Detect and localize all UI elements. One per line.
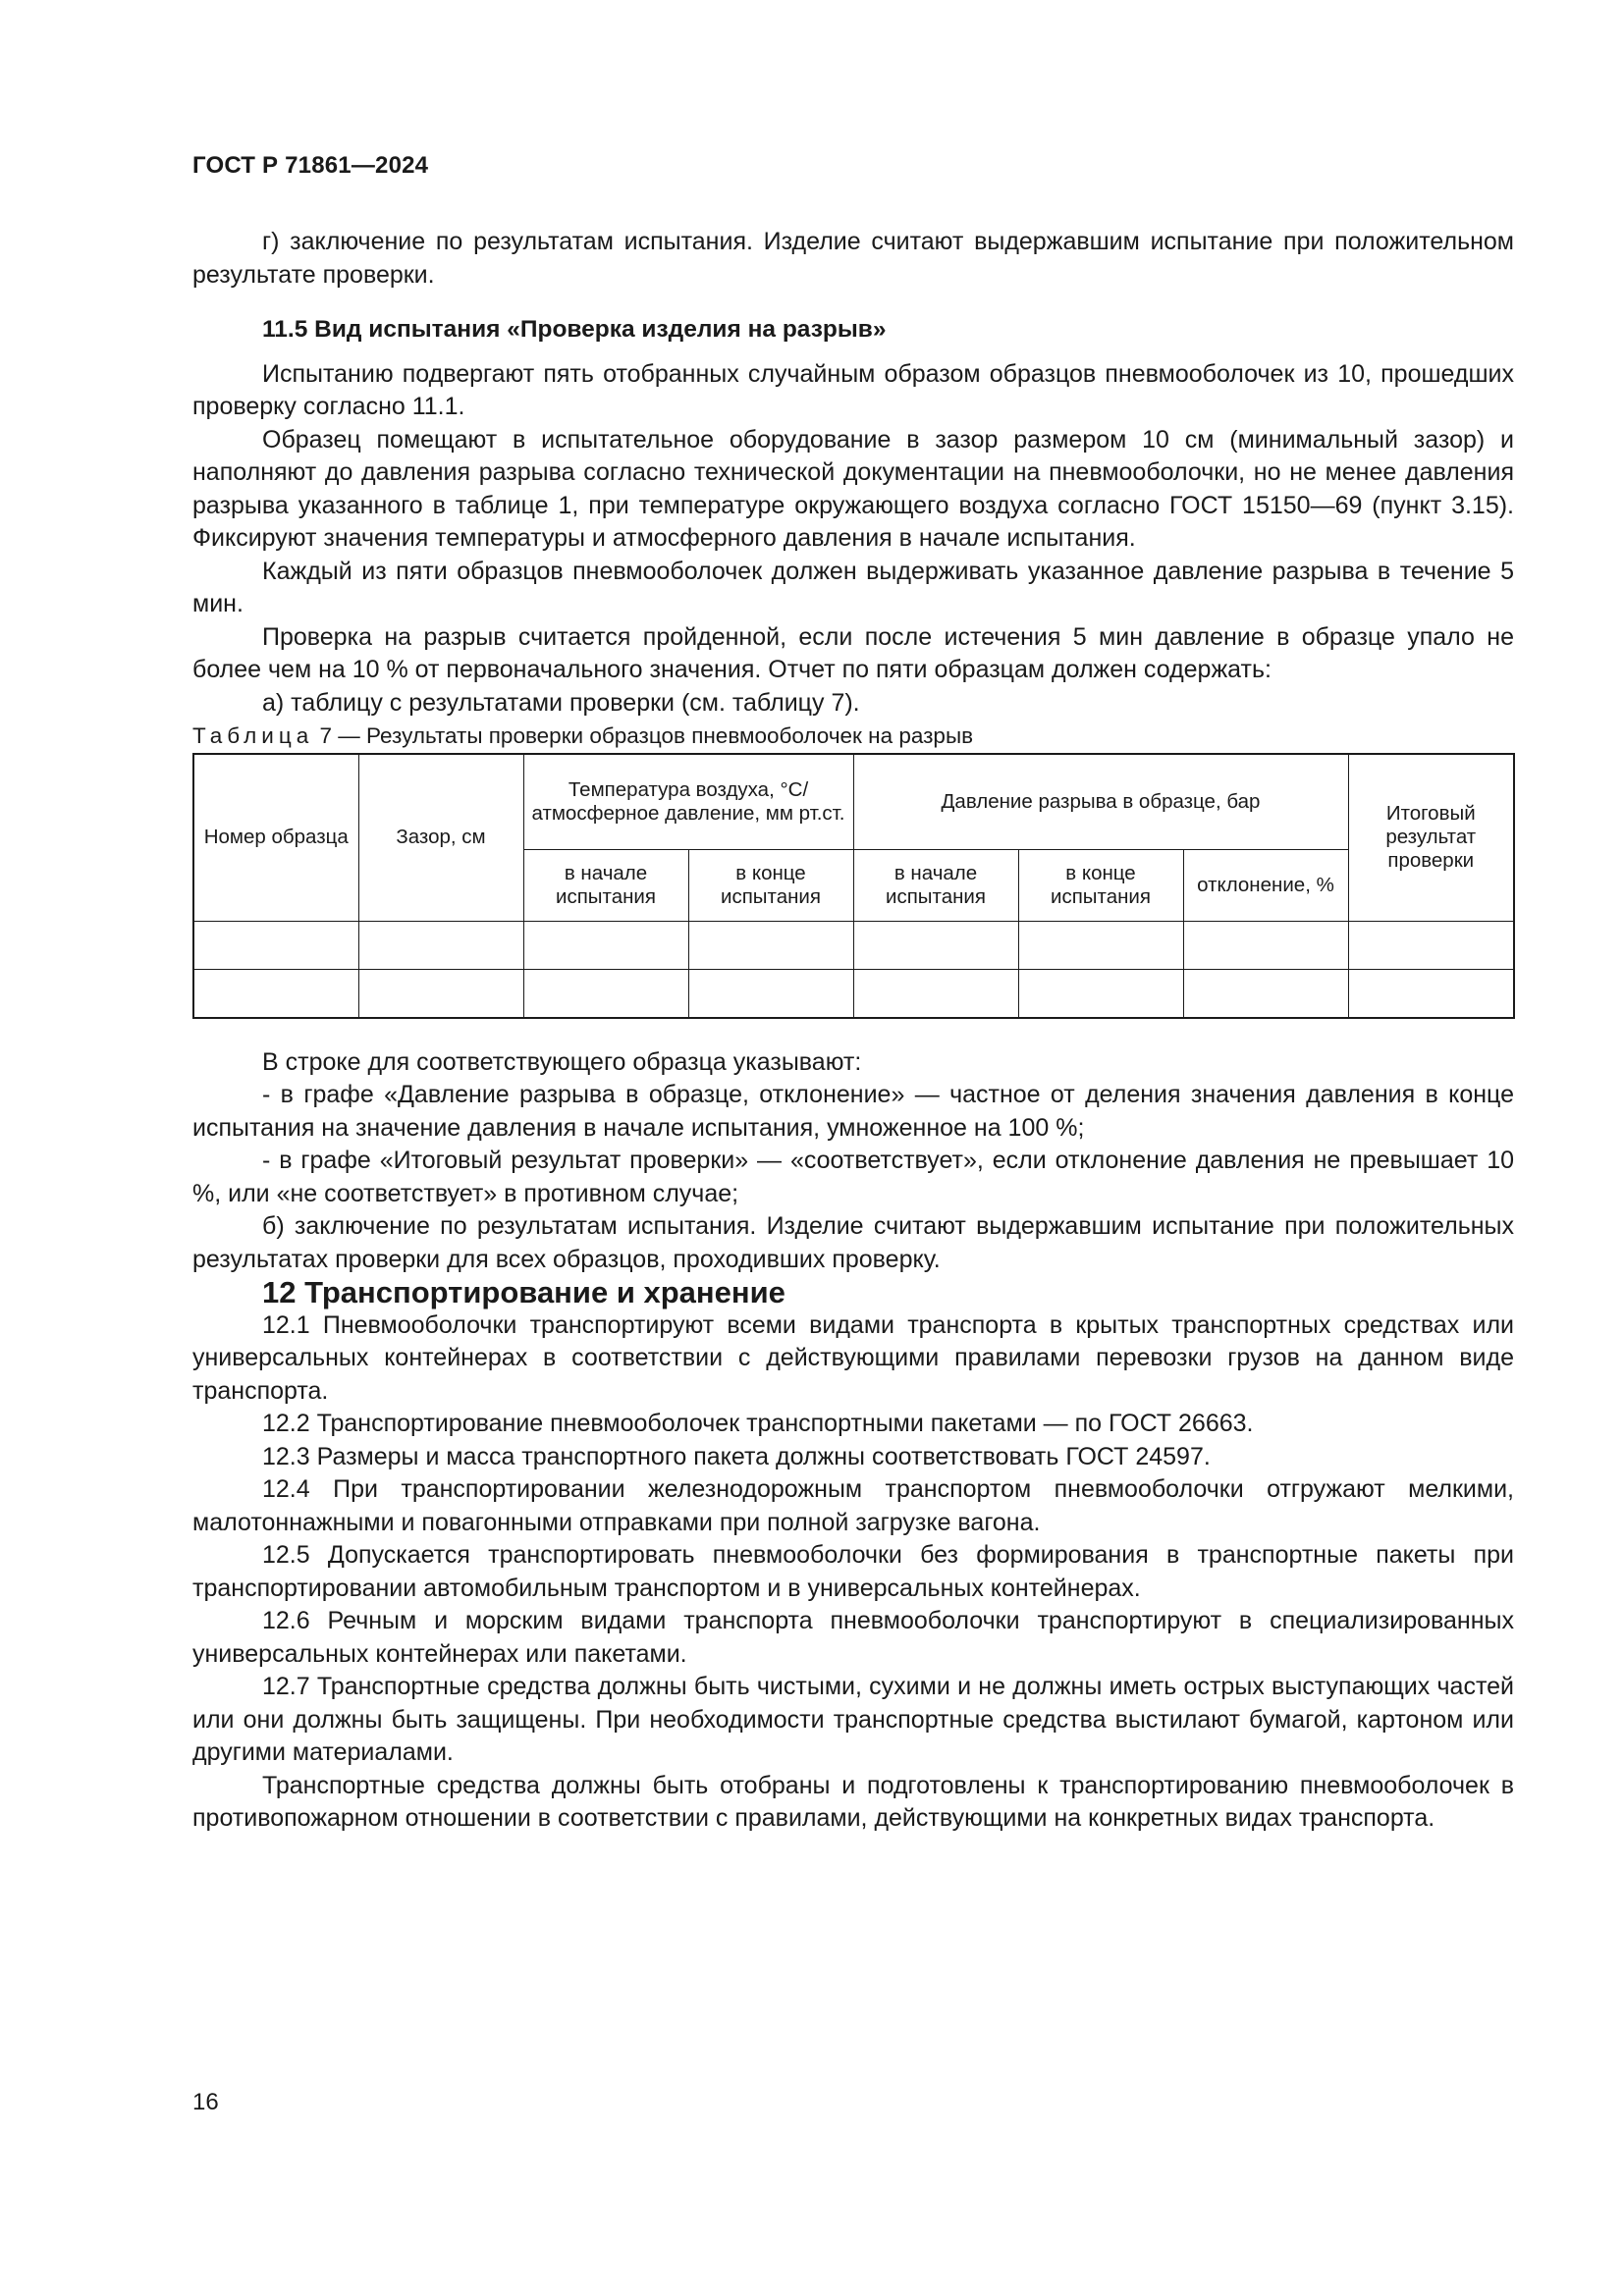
section-heading-11-5: 11.5 Вид испытания «Проверка изделия на разрыв» xyxy=(262,316,887,343)
table-cell xyxy=(193,969,358,1018)
paragraph: 12.3 Размеры и масса транспортного пакета должны соответствовать ГОСТ 24597. xyxy=(262,1442,1211,1470)
paragraph: а) таблицу с результатами проверки (см. таблицу 7). xyxy=(262,688,860,717)
header-pressure-end: в конце испытания xyxy=(1018,849,1183,921)
document-body xyxy=(192,226,1514,1836)
paragraph: 12.4 При транспортировании железнодорожным транспортом пневмооболочки отгружают мелкими, малотоннажными и повагонными отправками при полной загрузке вагона. xyxy=(192,1475,1514,1536)
paragraph: Проверка на разрыв считается пройденной, если после истечения 5 мин давление в образце упало не более чем на 10 % от первоначального значения. Отчет по пяти образцам должен содержать: xyxy=(192,622,1514,683)
paragraph: г) заключение по результатам испытания. Изделие считают выдержавшим испытание при положительном результате проверки. xyxy=(192,228,1514,289)
table-caption-label: Таблица xyxy=(192,723,314,748)
table-cell xyxy=(1183,921,1348,969)
table-cell xyxy=(1348,969,1514,1018)
results-table xyxy=(192,753,1515,1019)
table-cell xyxy=(1018,969,1183,1018)
paragraph: - в графе «Итоговый результат проверки» — «соответствует», если отклонение давления не превышает 10 %, или «не соответствует» в противном случае; xyxy=(192,1147,1514,1207)
header-temp-end: в конце испытания xyxy=(688,849,853,921)
paragraph: б) заключение по результатам испытания. Изделие считают выдержавшим испытание при положительных результатах проверки для всех образцов, проходивших проверку. xyxy=(192,1212,1514,1273)
table-cell xyxy=(1348,921,1514,969)
table-cell xyxy=(853,921,1018,969)
paragraph: 12.7 Транспортные средства должны быть чистыми, сухими и не должны иметь острых выступающих частей или они должны быть защищены. При необходимости транспортные средства выстилают бумагой, картоном или другими материалами. xyxy=(192,1673,1514,1766)
table-cell xyxy=(688,969,853,1018)
paragraph: - в графе «Давление разрыва в образце, отклонение» — частное от деления значения давления в конце испытания на значение давления в начале испытания, умноженное на 100 %; xyxy=(192,1081,1514,1142)
section-heading-12: 12 Транспортирование и хранение xyxy=(262,1275,785,1309)
table-cell xyxy=(358,921,523,969)
table-caption xyxy=(192,720,1514,753)
table-cell xyxy=(1183,969,1348,1018)
table-cell xyxy=(193,921,358,969)
paragraph: Транспортные средства должны быть отобраны и подготовлены к транспортированию пневмооболочек в противопожарном отношении в соответствии с правилами, действующими на конкретных видах транспорта. xyxy=(192,1771,1514,1832)
header-sample-number: Номер образца xyxy=(193,754,358,922)
table-row xyxy=(193,969,1514,1018)
paragraph: 12.6 Речным и морским видами транспорта пневмооболочки транспортируют в специализированных универсальных контейнерах или пакетами. xyxy=(192,1607,1514,1668)
page-number: 16 xyxy=(192,2089,219,2115)
paragraph: Испытанию подвергают пять отобранных случайным образом образцов пневмооболочек из 10, прошедших проверку согласно 11.1. xyxy=(192,359,1514,420)
paragraph: Образец помещают в испытательное оборудование в зазор размером 10 см (минимальный зазор) и наполняют до давления разрыва согласно технической документации на пневмооболочки, но не менее давления разрыва указанного в таблице 1, при температуре окружающего воздуха согласно ГОСТ 15150—69 (пункт 3.15). Фиксируют значения температуры и атмосферного давления в начале испытания. xyxy=(192,425,1514,552)
header-gap: Зазор, см xyxy=(358,754,523,922)
table-header-row xyxy=(193,754,1514,850)
table-cell xyxy=(358,969,523,1018)
table-caption-text: 7 — Результаты проверки образцов пневмооболочек на разрыв xyxy=(313,723,974,748)
table-cell xyxy=(853,969,1018,1018)
header-result: Итоговый результат проверки xyxy=(1348,754,1514,922)
header-pressure: Давление разрыва в образце, бар xyxy=(853,754,1348,850)
header-temp-start: в начале испытания xyxy=(523,849,688,921)
header-pressure-start: в начале испытания xyxy=(853,849,1018,921)
table-row xyxy=(193,921,1514,969)
table-cell xyxy=(1018,921,1183,969)
paragraph: 12.2 Транспортирование пневмооболочек транспортными пакетами — по ГОСТ 26663. xyxy=(262,1410,1254,1437)
table-cell xyxy=(523,969,688,1018)
document-header: ГОСТ Р 71861—2024 xyxy=(192,152,429,179)
paragraph: Каждый из пяти образцов пневмооболочек должен выдерживать указанное давление разрыва в течение 5 мин. xyxy=(192,557,1514,617)
paragraph: В строке для соответствующего образца указывают: xyxy=(262,1047,862,1076)
header-temperature: Температура воздуха, °С/атмосферное давление, мм рт.ст. xyxy=(523,754,853,850)
table-cell xyxy=(523,921,688,969)
header-pressure-deviation: отклонение, % xyxy=(1183,849,1348,921)
table-cell xyxy=(688,921,853,969)
paragraph: 12.1 Пневмооболочки транспортируют всеми видами транспорта в крытых транспортных средствах или универсальных контейнерах в соответствии с действующими правилами перевозки грузов на данном виде транспорта. xyxy=(192,1310,1514,1405)
paragraph: 12.5 Допускается транспортировать пневмооболочки без формирования в транспортные пакеты при транспортировании автомобильным транспортом и в универсальных контейнерах. xyxy=(192,1541,1514,1602)
